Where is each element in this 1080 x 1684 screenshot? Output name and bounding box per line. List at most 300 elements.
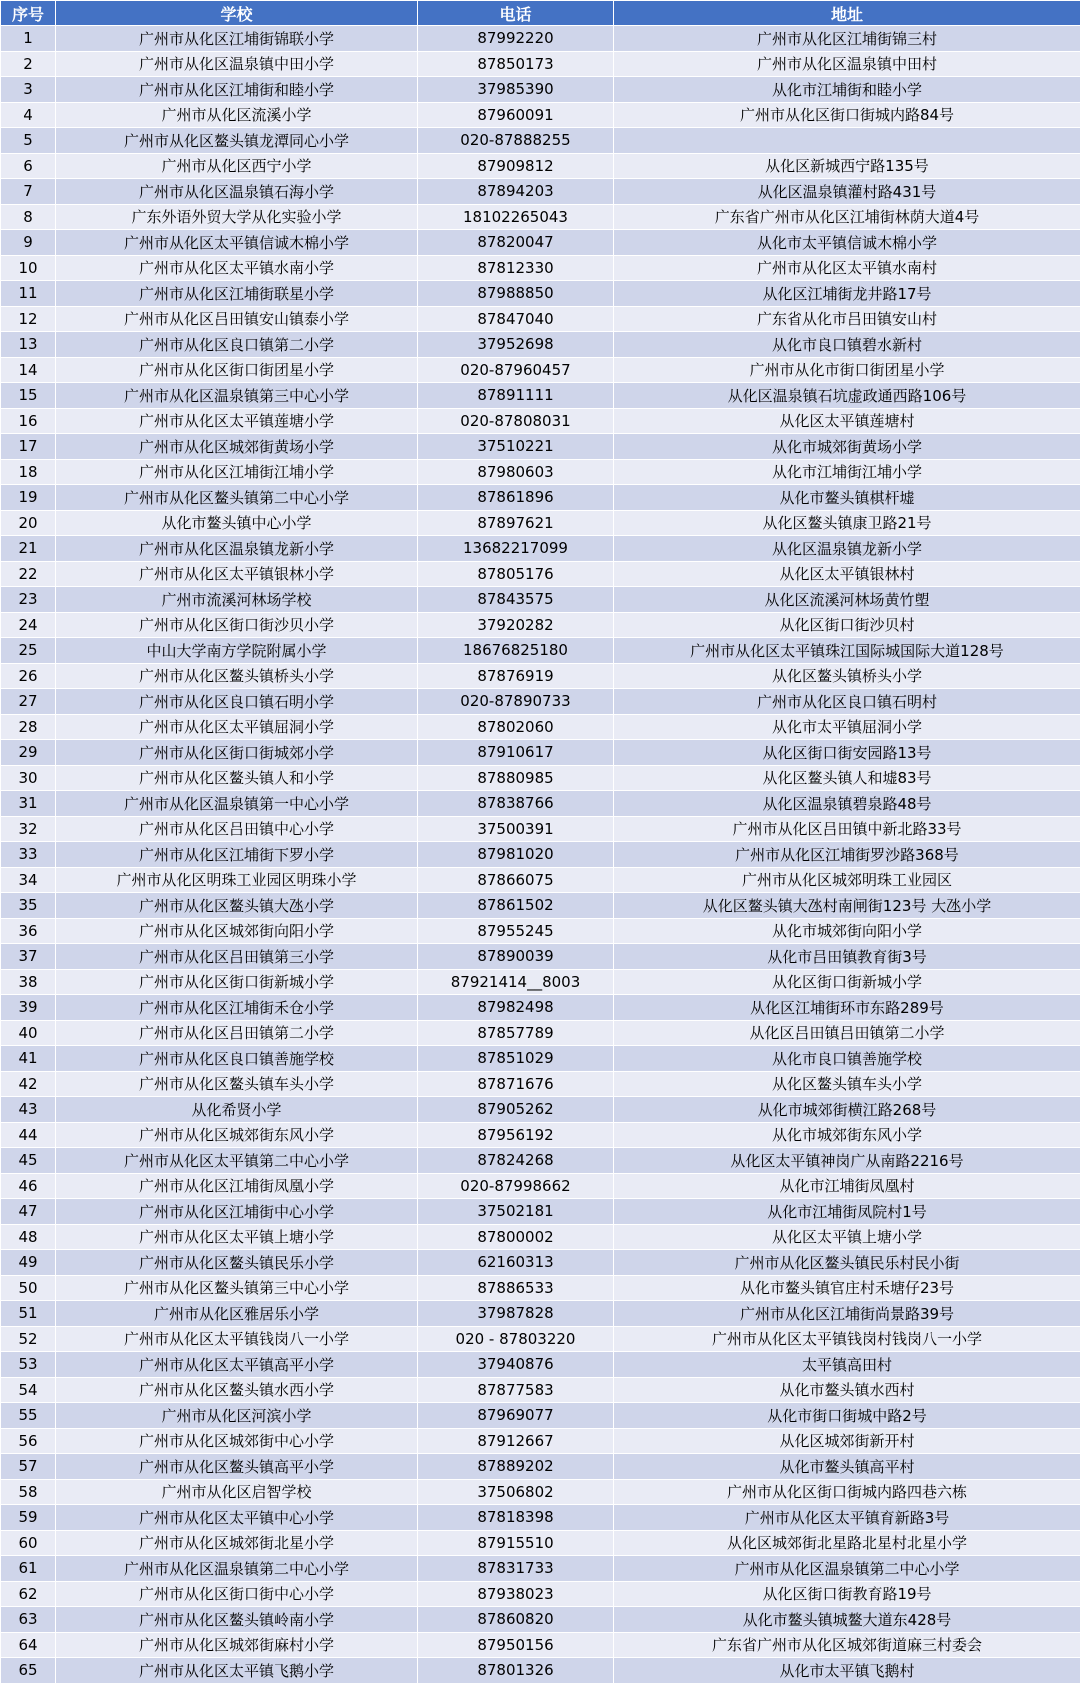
cell-address: 广州市从化区吕田镇中新北路33号	[614, 816, 1080, 842]
cell-school: 广州市从化区西宁小学	[56, 153, 418, 179]
table-row	[1, 867, 1080, 893]
cell-address: 广州市从化区温泉镇第二中心小学	[614, 1556, 1080, 1582]
cell-address: 从化市江埔街和睦小学	[614, 77, 1080, 103]
cell-phone: 87897621	[418, 510, 614, 536]
cell-address: 从化区街口街新城小学	[614, 969, 1080, 995]
cell-phone: 62160313	[418, 1250, 614, 1276]
cell-address: 广州市从化区鳌头镇民乐村民小街	[614, 1250, 1080, 1276]
cell-phone: 020-87960457	[418, 357, 614, 383]
table-row	[1, 1581, 1080, 1607]
table-row	[1, 1352, 1080, 1378]
cell-phone: 37985390	[418, 77, 614, 103]
table-row	[1, 408, 1080, 434]
cell-school: 广州市从化区启智学校	[56, 1479, 418, 1505]
cell-index: 22	[1, 561, 56, 587]
cell-index: 31	[1, 791, 56, 817]
cell-phone: 87905262	[418, 1097, 614, 1123]
cell-school: 广州市从化区温泉镇第二中心小学	[56, 1556, 418, 1582]
cell-address: 从化区鳌头镇康卫路21号	[614, 510, 1080, 536]
cell-address: 从化市城郊街横江路268号	[614, 1097, 1080, 1123]
cell-phone: 87891111	[418, 383, 614, 409]
table-row	[1, 842, 1080, 868]
table-row	[1, 969, 1080, 995]
cell-address: 从化区鳌头镇大氹村南闸街123号 大氹小学	[614, 893, 1080, 919]
cell-index: 29	[1, 740, 56, 766]
cell-phone: 020-87888255	[418, 128, 614, 154]
cell-phone: 87992220	[418, 26, 614, 52]
cell-address: 广州市从化区太平镇钱岗村钱岗八一小学	[614, 1326, 1080, 1352]
cell-index: 53	[1, 1352, 56, 1378]
cell-school: 广州市从化区街口街新城小学	[56, 969, 418, 995]
table-row	[1, 1454, 1080, 1480]
table-row	[1, 612, 1080, 638]
cell-address: 从化区吕田镇吕田镇第二小学	[614, 1020, 1080, 1046]
cell-address: 从化区温泉镇石坑虚政通西路106号	[614, 383, 1080, 409]
cell-address: 广东省从化市吕田镇安山村	[614, 306, 1080, 332]
cell-phone: 87871676	[418, 1071, 614, 1097]
table-row	[1, 995, 1080, 1021]
cell-index: 49	[1, 1250, 56, 1276]
cell-phone: 020-87808031	[418, 408, 614, 434]
table-row	[1, 179, 1080, 205]
cell-school: 广州市从化区温泉镇龙新小学	[56, 536, 418, 562]
cell-address: 从化市吕田镇教育街3号	[614, 944, 1080, 970]
cell-school: 广州市从化区温泉镇中田小学	[56, 51, 418, 77]
cell-address: 从化市良口镇善施学校	[614, 1046, 1080, 1072]
cell-phone: 37952698	[418, 332, 614, 358]
cell-index: 41	[1, 1046, 56, 1072]
cell-school: 广东外语外贸大学从化实验小学	[56, 204, 418, 230]
cell-index: 16	[1, 408, 56, 434]
header-phone: 电话	[418, 1, 614, 26]
cell-school: 广州市从化区鳌头镇龙潭同心小学	[56, 128, 418, 154]
cell-address: 从化区流溪河林场黄竹塱	[614, 587, 1080, 613]
cell-school: 广州市从化区明珠工业园区明珠小学	[56, 867, 418, 893]
cell-index: 21	[1, 536, 56, 562]
cell-index: 24	[1, 612, 56, 638]
cell-phone: 87800002	[418, 1224, 614, 1250]
cell-index: 33	[1, 842, 56, 868]
table-row	[1, 485, 1080, 511]
cell-phone: 87850173	[418, 51, 614, 77]
cell-school: 广州市从化区流溪小学	[56, 102, 418, 128]
table-row	[1, 306, 1080, 332]
cell-phone: 37506802	[418, 1479, 614, 1505]
cell-school: 广州市从化区吕田镇安山镇泰小学	[56, 306, 418, 332]
cell-address: 从化市江埔街江埔小学	[614, 459, 1080, 485]
cell-phone: 87960091	[418, 102, 614, 128]
cell-phone: 37940876	[418, 1352, 614, 1378]
cell-phone: 87950156	[418, 1632, 614, 1658]
cell-address: 从化区太平镇上塘小学	[614, 1224, 1080, 1250]
cell-address: 从化市鳌头镇高平村	[614, 1454, 1080, 1480]
cell-school: 广州市从化区城郊街东风小学	[56, 1122, 418, 1148]
table-row	[1, 1148, 1080, 1174]
cell-phone: 87818398	[418, 1505, 614, 1531]
cell-address: 从化区温泉镇龙新小学	[614, 536, 1080, 562]
cell-school: 广州市从化区雅居乐小学	[56, 1301, 418, 1327]
cell-index: 36	[1, 918, 56, 944]
table-row	[1, 357, 1080, 383]
cell-address: 从化区新城西宁路135号	[614, 153, 1080, 179]
cell-school: 广州市从化区太平镇中心小学	[56, 1505, 418, 1531]
cell-school: 广州市从化区江埔街凤凰小学	[56, 1173, 418, 1199]
table-row	[1, 1020, 1080, 1046]
cell-school: 广州市从化区鳌头镇高平小学	[56, 1454, 418, 1480]
cell-index: 11	[1, 281, 56, 307]
cell-index: 26	[1, 663, 56, 689]
cell-school: 广州市从化区太平镇信诚木棉小学	[56, 230, 418, 256]
cell-phone: 87886533	[418, 1275, 614, 1301]
cell-index: 64	[1, 1632, 56, 1658]
cell-school: 广州市从化区江埔街中心小学	[56, 1199, 418, 1225]
table-row	[1, 1199, 1080, 1225]
cell-phone: 87851029	[418, 1046, 614, 1072]
cell-index: 20	[1, 510, 56, 536]
cell-school: 广州市从化区鳌头镇第三中心小学	[56, 1275, 418, 1301]
table-row	[1, 791, 1080, 817]
cell-address	[614, 128, 1080, 154]
table-row	[1, 1505, 1080, 1531]
cell-phone: 87910617	[418, 740, 614, 766]
cell-index: 2	[1, 51, 56, 77]
cell-school: 广州市从化区城郊街中心小学	[56, 1428, 418, 1454]
cell-index: 48	[1, 1224, 56, 1250]
table-row	[1, 1097, 1080, 1123]
cell-school: 从化市鳌头镇中心小学	[56, 510, 418, 536]
cell-phone: 87981020	[418, 842, 614, 868]
cell-address: 从化市街口街城中路2号	[614, 1403, 1080, 1429]
cell-phone: 13682217099	[418, 536, 614, 562]
cell-index: 7	[1, 179, 56, 205]
cell-address: 从化市鳌头镇城鳌大道东428号	[614, 1607, 1080, 1633]
cell-school: 广州市从化区街口街中心小学	[56, 1581, 418, 1607]
cell-index: 17	[1, 434, 56, 460]
cell-phone: 37502181	[418, 1199, 614, 1225]
cell-address: 广州市从化区太平镇珠江国际城国际大道128号	[614, 638, 1080, 664]
cell-index: 43	[1, 1097, 56, 1123]
cell-school: 广州市从化区鳌头镇岭南小学	[56, 1607, 418, 1633]
cell-index: 3	[1, 77, 56, 103]
cell-phone: 87915510	[418, 1530, 614, 1556]
cell-index: 65	[1, 1658, 56, 1684]
cell-address: 广州市从化区太平镇水南村	[614, 255, 1080, 281]
table-row	[1, 944, 1080, 970]
cell-phone: 18676825180	[418, 638, 614, 664]
cell-school: 广州市从化区太平镇第二中心小学	[56, 1148, 418, 1174]
cell-school: 广州市从化区鳌头镇车头小学	[56, 1071, 418, 1097]
table-row	[1, 383, 1080, 409]
cell-address: 从化市鳌头镇棋杆墟	[614, 485, 1080, 511]
cell-index: 56	[1, 1428, 56, 1454]
cell-address: 从化市太平镇飞鹅村	[614, 1658, 1080, 1684]
cell-phone: 87894203	[418, 179, 614, 205]
cell-index: 37	[1, 944, 56, 970]
cell-index: 46	[1, 1173, 56, 1199]
cell-phone: 87843575	[418, 587, 614, 613]
cell-phone: 87876919	[418, 663, 614, 689]
table-row	[1, 765, 1080, 791]
cell-index: 9	[1, 230, 56, 256]
cell-phone: 87861896	[418, 485, 614, 511]
cell-index: 32	[1, 816, 56, 842]
header-row	[1, 1, 1080, 26]
cell-address: 从化市太平镇信诚木棉小学	[614, 230, 1080, 256]
cell-phone: 87890039	[418, 944, 614, 970]
cell-phone: 87880985	[418, 765, 614, 791]
cell-address: 从化区太平镇神岗广从南路2216号	[614, 1148, 1080, 1174]
cell-address: 广州市从化区良口镇石明村	[614, 689, 1080, 715]
cell-phone: 87801326	[418, 1658, 614, 1684]
cell-address: 广州市从化区温泉镇中田村	[614, 51, 1080, 77]
cell-school: 广州市从化区城郊街黄场小学	[56, 434, 418, 460]
cell-school: 广州市从化区太平镇水南小学	[56, 255, 418, 281]
cell-phone: 87812330	[418, 255, 614, 281]
cell-address: 从化市城郊街黄场小学	[614, 434, 1080, 460]
table-row	[1, 77, 1080, 103]
cell-index: 45	[1, 1148, 56, 1174]
cell-school: 广州市从化区鳌头镇民乐小学	[56, 1250, 418, 1276]
table-body	[1, 26, 1080, 1684]
cell-phone: 87921414__8003	[418, 969, 614, 995]
cell-school: 广州市从化区城郊街麻村小学	[56, 1632, 418, 1658]
cell-school: 广州市从化区河滨小学	[56, 1403, 418, 1429]
table-row	[1, 204, 1080, 230]
table-row	[1, 1377, 1080, 1403]
table-row	[1, 332, 1080, 358]
cell-school: 广州市从化区鳌头镇大氹小学	[56, 893, 418, 919]
cell-school: 广州市从化区温泉镇第三中心小学	[56, 383, 418, 409]
table-row	[1, 510, 1080, 536]
table-row	[1, 281, 1080, 307]
cell-index: 18	[1, 459, 56, 485]
cell-address: 从化区城郊街新开村	[614, 1428, 1080, 1454]
cell-index: 6	[1, 153, 56, 179]
cell-index: 1	[1, 26, 56, 52]
table-row	[1, 663, 1080, 689]
cell-address: 从化区城郊街北星路北星村北星小学	[614, 1530, 1080, 1556]
cell-address: 从化区街口街安园路13号	[614, 740, 1080, 766]
table-row	[1, 1250, 1080, 1276]
cell-index: 60	[1, 1530, 56, 1556]
cell-school: 广州市从化区温泉镇石海小学	[56, 179, 418, 205]
table-row	[1, 230, 1080, 256]
cell-index: 54	[1, 1377, 56, 1403]
cell-school: 广州市从化区太平镇飞鹅小学	[56, 1658, 418, 1684]
cell-address: 广州市从化区城郊明珠工业园区	[614, 867, 1080, 893]
cell-index: 62	[1, 1581, 56, 1607]
cell-address: 从化区江埔街龙井路17号	[614, 281, 1080, 307]
cell-index: 5	[1, 128, 56, 154]
table-row	[1, 1658, 1080, 1684]
cell-index: 63	[1, 1607, 56, 1633]
cell-address: 从化区温泉镇灌村路431号	[614, 179, 1080, 205]
cell-index: 23	[1, 587, 56, 613]
table-row	[1, 1428, 1080, 1454]
cell-school: 广州市从化区鳌头镇第二中心小学	[56, 485, 418, 511]
cell-address: 从化区太平镇莲塘村	[614, 408, 1080, 434]
cell-phone: 87889202	[418, 1454, 614, 1480]
cell-phone: 87955245	[418, 918, 614, 944]
cell-school: 广州市从化区街口街城郊小学	[56, 740, 418, 766]
cell-address: 从化市鳌头镇官庄村禾塘仔23号	[614, 1275, 1080, 1301]
cell-address: 从化区鳌头镇车头小学	[614, 1071, 1080, 1097]
cell-index: 15	[1, 383, 56, 409]
table-row	[1, 1326, 1080, 1352]
cell-school: 广州市从化区温泉镇第一中心小学	[56, 791, 418, 817]
table-row	[1, 714, 1080, 740]
cell-index: 34	[1, 867, 56, 893]
cell-index: 12	[1, 306, 56, 332]
table-row	[1, 536, 1080, 562]
cell-school: 广州市从化区吕田镇第二小学	[56, 1020, 418, 1046]
cell-phone: 87860820	[418, 1607, 614, 1633]
cell-phone: 87838766	[418, 791, 614, 817]
cell-phone: 87877583	[418, 1377, 614, 1403]
table-row	[1, 638, 1080, 664]
table-row	[1, 1607, 1080, 1633]
cell-address: 广州市从化市街口街团星小学	[614, 357, 1080, 383]
cell-address: 广州市从化区街口街城内路84号	[614, 102, 1080, 128]
cell-index: 55	[1, 1403, 56, 1429]
cell-phone: 37987828	[418, 1301, 614, 1327]
cell-address: 从化市江埔街凤院村1号	[614, 1199, 1080, 1225]
cell-school: 广州市从化区鳌头镇桥头小学	[56, 663, 418, 689]
cell-index: 52	[1, 1326, 56, 1352]
header-school: 学校	[56, 1, 418, 26]
cell-address: 广东省广州市从化区江埔街林荫大道4号	[614, 204, 1080, 230]
cell-school: 广州市从化区太平镇莲塘小学	[56, 408, 418, 434]
cell-phone: 87861502	[418, 893, 614, 919]
cell-school: 广州市从化区街口街沙贝小学	[56, 612, 418, 638]
table-row	[1, 587, 1080, 613]
table-row	[1, 26, 1080, 52]
cell-index: 25	[1, 638, 56, 664]
cell-address: 从化市城郊街东风小学	[614, 1122, 1080, 1148]
cell-school: 从化希贤小学	[56, 1097, 418, 1123]
table-row	[1, 1403, 1080, 1429]
cell-address: 从化区鳌头镇人和墟83号	[614, 765, 1080, 791]
table-row	[1, 1173, 1080, 1199]
cell-address: 从化市江埔街凤凰村	[614, 1173, 1080, 1199]
table-row	[1, 128, 1080, 154]
cell-index: 10	[1, 255, 56, 281]
cell-index: 28	[1, 714, 56, 740]
cell-phone: 87909812	[418, 153, 614, 179]
cell-index: 58	[1, 1479, 56, 1505]
cell-index: 40	[1, 1020, 56, 1046]
cell-address: 太平镇高田村	[614, 1352, 1080, 1378]
table-row	[1, 1122, 1080, 1148]
cell-index: 35	[1, 893, 56, 919]
header-address: 地址	[614, 1, 1080, 26]
cell-school: 广州市从化区吕田镇中心小学	[56, 816, 418, 842]
table-row	[1, 740, 1080, 766]
cell-index: 27	[1, 689, 56, 715]
cell-index: 42	[1, 1071, 56, 1097]
table-row	[1, 918, 1080, 944]
cell-address: 从化市鳌头镇水西村	[614, 1377, 1080, 1403]
table-row	[1, 1530, 1080, 1556]
cell-index: 4	[1, 102, 56, 128]
cell-index: 13	[1, 332, 56, 358]
cell-index: 51	[1, 1301, 56, 1327]
cell-phone: 87988850	[418, 281, 614, 307]
cell-phone: 020-87890733	[418, 689, 614, 715]
cell-phone: 87980603	[418, 459, 614, 485]
cell-phone: 87866075	[418, 867, 614, 893]
cell-phone: 87956192	[418, 1122, 614, 1148]
table-row	[1, 1479, 1080, 1505]
cell-index: 61	[1, 1556, 56, 1582]
cell-phone: 37920282	[418, 612, 614, 638]
cell-phone: 87820047	[418, 230, 614, 256]
cell-school: 广州市从化区良口镇善施学校	[56, 1046, 418, 1072]
cell-index: 59	[1, 1505, 56, 1531]
cell-index: 50	[1, 1275, 56, 1301]
cell-phone: 020-87998662	[418, 1173, 614, 1199]
cell-school: 广州市从化区良口镇石明小学	[56, 689, 418, 715]
table-row	[1, 1632, 1080, 1658]
cell-address: 广州市从化区太平镇育新路3号	[614, 1505, 1080, 1531]
cell-address: 广东省广州市从化区城郊街道麻三村委会	[614, 1632, 1080, 1658]
header-index: 序号	[1, 1, 56, 26]
cell-school: 中山大学南方学院附属小学	[56, 638, 418, 664]
cell-address: 从化区江埔街环市东路289号	[614, 995, 1080, 1021]
table-row	[1, 102, 1080, 128]
cell-phone: 87847040	[418, 306, 614, 332]
cell-phone: 87831733	[418, 1556, 614, 1582]
cell-address: 从化区温泉镇碧泉路48号	[614, 791, 1080, 817]
cell-school: 广州市从化区江埔街下罗小学	[56, 842, 418, 868]
cell-school: 广州市从化区太平镇钱岗八一小学	[56, 1326, 418, 1352]
cell-phone: 87938023	[418, 1581, 614, 1607]
cell-school: 广州市从化区江埔街锦联小学	[56, 26, 418, 52]
cell-index: 8	[1, 204, 56, 230]
table-row	[1, 1071, 1080, 1097]
cell-address: 从化区太平镇银林村	[614, 561, 1080, 587]
cell-school: 广州市从化区街口街团星小学	[56, 357, 418, 383]
table-row	[1, 1301, 1080, 1327]
cell-school: 广州市从化区吕田镇第三小学	[56, 944, 418, 970]
cell-phone: 37500391	[418, 816, 614, 842]
cell-school: 广州市从化区太平镇上塘小学	[56, 1224, 418, 1250]
cell-phone: 020 - 87803220	[418, 1326, 614, 1352]
table-row	[1, 816, 1080, 842]
cell-school: 广州市从化区城郊街向阳小学	[56, 918, 418, 944]
cell-school: 广州市从化区江埔街禾仓小学	[56, 995, 418, 1021]
cell-phone: 87802060	[418, 714, 614, 740]
cell-index: 19	[1, 485, 56, 511]
cell-school: 广州市流溪河林场学校	[56, 587, 418, 613]
cell-school: 广州市从化区鳌头镇水西小学	[56, 1377, 418, 1403]
table-row	[1, 51, 1080, 77]
table-header	[1, 1, 1080, 26]
cell-address: 广州市从化区江埔街罗沙路368号	[614, 842, 1080, 868]
cell-phone: 87805176	[418, 561, 614, 587]
table-row	[1, 1556, 1080, 1582]
table-row	[1, 1224, 1080, 1250]
cell-index: 30	[1, 765, 56, 791]
cell-index: 14	[1, 357, 56, 383]
cell-school: 广州市从化区鳌头镇人和小学	[56, 765, 418, 791]
cell-index: 38	[1, 969, 56, 995]
table-row	[1, 893, 1080, 919]
cell-index: 57	[1, 1454, 56, 1480]
cell-school: 广州市从化区江埔街江埔小学	[56, 459, 418, 485]
cell-school: 广州市从化区城郊街北星小学	[56, 1530, 418, 1556]
cell-phone: 87857789	[418, 1020, 614, 1046]
